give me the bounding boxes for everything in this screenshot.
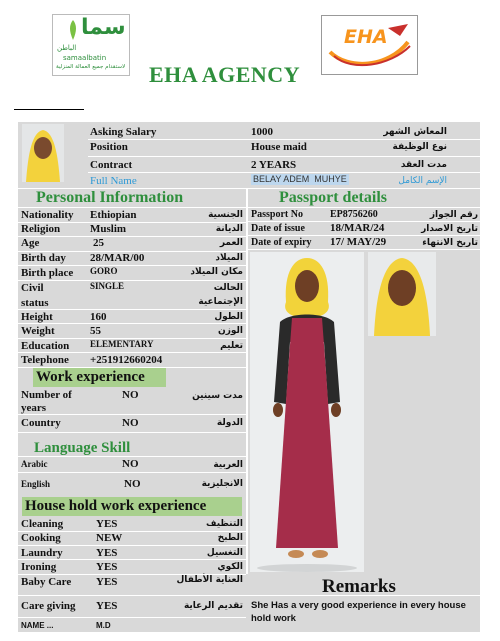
personal-section-title: Personal Information xyxy=(36,189,184,206)
number-of-years-value: NO xyxy=(122,389,139,401)
passport-section-title: Passport details xyxy=(279,189,387,206)
nationality-label: Nationality xyxy=(21,209,74,221)
full-name-ar: الإسم الكامل xyxy=(398,176,447,186)
arabic-label: Arabic xyxy=(21,459,48,469)
cleaning-label: Cleaning xyxy=(21,518,64,530)
remarks-text: She Has a very good experience in every house hold work xyxy=(251,600,466,624)
cleaning-ar: التنظيف xyxy=(206,519,243,529)
civil-status-ar: الحالت xyxy=(213,283,243,293)
education-label: Education xyxy=(21,340,70,352)
civil-status-ar2: الإجتماعية xyxy=(198,297,243,307)
religion-value: Muslim xyxy=(90,223,127,235)
nationality-value: Ethiopian xyxy=(90,209,137,221)
baby-care-ar: العناية الأطفال xyxy=(176,575,243,585)
left-logo-mark xyxy=(67,19,79,41)
birth-place-label: Birth place xyxy=(21,267,74,279)
height-label: Height xyxy=(21,311,53,323)
religion-ar: الديانة xyxy=(215,224,243,234)
civil-status-value: SINGLE xyxy=(90,281,125,291)
contract-ar: مدت العقد xyxy=(400,160,447,170)
asking-salary-ar: المعاش الشهر xyxy=(383,127,447,137)
country-value: NO xyxy=(122,417,139,429)
birth-day-ar: الميلاد xyxy=(215,253,243,263)
telephone-value: +251912660204 xyxy=(90,354,163,366)
baby-care-value: YES xyxy=(96,576,118,588)
left-logo-small-arabic: الباطن xyxy=(57,44,77,52)
ironing-ar: الكوي xyxy=(217,562,243,572)
full-name-label: Full Name xyxy=(90,175,137,187)
cooking-ar: الطبخ xyxy=(217,533,243,543)
arabic-value: NO xyxy=(122,458,139,470)
footer-name-label: NAME ... xyxy=(21,621,54,630)
birth-place-value: GORO xyxy=(90,266,118,276)
household-section-title: House hold work experience xyxy=(25,498,207,514)
civil-status-label2: status xyxy=(21,297,49,309)
care-giving-value: YES xyxy=(96,600,118,612)
passport-no-ar: رقم الجواز xyxy=(429,210,478,220)
height-value: 160 xyxy=(90,311,107,323)
laundry-value: YES xyxy=(96,547,118,559)
date-of-issue-value: 18/MAR/24 xyxy=(330,222,385,234)
footer-name-value: M.D xyxy=(96,621,111,630)
contract-value: 2 YEARS xyxy=(251,159,297,171)
english-ar: الانجليزية xyxy=(201,479,243,489)
date-of-issue-ar: تاريخ الاصدار xyxy=(421,224,478,234)
laundry-ar: التغسيل xyxy=(206,548,243,558)
age-label: Age xyxy=(21,237,40,249)
baby-care-label: Baby Care xyxy=(21,576,72,588)
contract-label: Contract xyxy=(90,159,133,171)
header-rule xyxy=(14,109,84,110)
left-logo-subtext: samaalbatin xyxy=(63,54,107,62)
cooking-value: NEW xyxy=(96,532,123,544)
right-logo-text: EHA xyxy=(344,26,388,48)
ironing-label: Ironing xyxy=(21,561,57,573)
left-logo-tagline: لاستقدام جميع العمالة المنزلية xyxy=(56,64,126,70)
age-value: 25 xyxy=(93,237,104,249)
height-ar: الطول xyxy=(214,312,243,322)
number-of-years-label: Number of xyxy=(21,389,72,401)
country-ar: الدولة xyxy=(216,418,243,428)
birth-day-value: 28/MAR/00 xyxy=(90,252,145,264)
education-ar: تعليم xyxy=(220,341,243,351)
left-logo xyxy=(52,14,130,76)
english-value: NO xyxy=(124,478,141,490)
passport-no-value: EP8756260 xyxy=(330,209,378,220)
agency-title: EHA AGENCY xyxy=(149,62,301,87)
applicant-portrait-photo xyxy=(368,252,436,336)
asking-salary-value: 1000 xyxy=(251,126,273,138)
number-of-years-ar: مدت سينين xyxy=(192,391,243,401)
nationality-ar: الجنسية xyxy=(208,210,243,220)
english-label: English xyxy=(21,479,51,489)
country-label: Country xyxy=(21,417,61,429)
applicant-small-photo xyxy=(22,124,64,182)
weight-value: 55 xyxy=(90,325,101,337)
date-of-issue-label: Date of issue xyxy=(251,223,305,234)
work-section-title: Work experience xyxy=(36,369,145,385)
education-value: ELEMENTARY xyxy=(90,339,154,349)
position-ar: نوع الوظيفة xyxy=(392,142,447,152)
cooking-label: Cooking xyxy=(21,532,61,544)
applicant-full-photo xyxy=(250,252,364,572)
birth-place-ar: مكان الميلاد xyxy=(190,267,243,277)
passport-no-label: Passport No xyxy=(251,209,303,220)
date-of-expiry-value: 17/ MAY/29 xyxy=(330,236,387,248)
age-ar: العمر xyxy=(219,238,243,248)
religion-label: Religion xyxy=(21,223,61,235)
left-logo-brand: سما xyxy=(81,15,126,40)
birth-day-label: Birth day xyxy=(21,252,66,264)
weight-label: Weight xyxy=(21,325,55,337)
telephone-label: Telephone xyxy=(21,354,69,366)
right-logo xyxy=(321,15,418,75)
language-section-title: Language Skill xyxy=(34,440,131,456)
position-value: House maid xyxy=(251,141,307,153)
laundry-label: Laundry xyxy=(21,547,63,559)
asking-salary-label: Asking Salary xyxy=(90,126,157,138)
cleaning-value: YES xyxy=(96,518,118,530)
full-name-value: BELAY ADEM MUHYE xyxy=(253,174,347,184)
number-of-years-label2: years xyxy=(21,402,47,414)
position-label: Position xyxy=(90,141,128,153)
remarks-title: Remarks xyxy=(322,576,396,597)
care-giving-label: Care giving xyxy=(21,600,76,612)
weight-ar: الوزن xyxy=(218,326,243,336)
civil-status-label: Civil xyxy=(21,282,44,294)
date-of-expiry-label: Date of expiry xyxy=(251,237,312,248)
care-giving-ar: تقديم الرعاية xyxy=(183,601,243,611)
ironing-value: YES xyxy=(96,561,118,573)
arabic-ar: العربية xyxy=(213,460,243,470)
date-of-expiry-ar: تاريخ الانتهاء xyxy=(422,238,478,248)
